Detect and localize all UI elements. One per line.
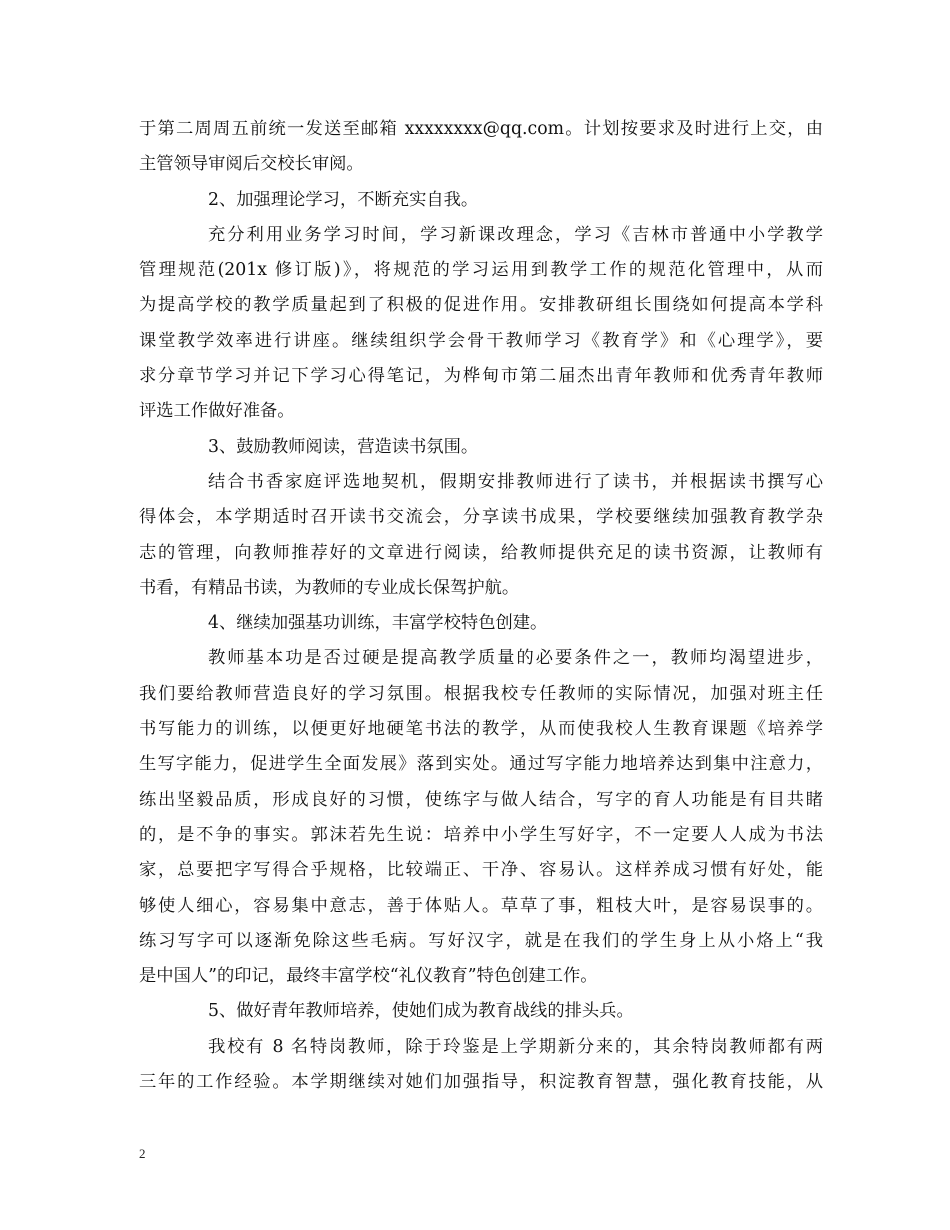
text-line: 家，总要把字写得合乎规格，比较端正、干净、容易认。这样养成习惯有好处，能 (139, 860, 823, 881)
text-line: 充分利用业务学习时间，学习新课改理念，学习《吉林市普通中小学教学 (208, 224, 823, 245)
page-number: 2 (139, 1146, 146, 1161)
text-line: 教师基本功是否过硬是提高教学质量的必要条件之一，教师均渴望进步， (208, 648, 823, 669)
text-line: 课堂教学效率进行讲座。继续组织学会骨干教师学习《教育学》和《心理学》，要 (139, 330, 823, 351)
text-line: 志的管理，向教师推荐好的文章进行阅读，给教师提供充足的读书资源，让教师有 (139, 542, 823, 563)
text-line: 求分章节学习并记下学习心得笔记，为桦甸市第二届杰出青年教师和优秀青年教师 (139, 366, 823, 387)
text-line: 生写字能力，促进学生全面发展》落到实处。通过写字能力地培养达到集中注意力， (139, 754, 823, 775)
text-line: 书写能力的训练，以便更好地硬笔书法的教学，从而使我校人生教育课题《培养学 (139, 719, 823, 740)
text-line: 的，是不争的事实。郭沫若先生说：培养中小学生写好字，不一定要人人成为书法 (139, 824, 823, 845)
text-line: 我校有 8 名特岗教师，除于玲鉴是上学期新分来的，其余特岗教师都有两 (208, 1036, 823, 1057)
text-line: 书看，有精品书读，为教师的专业成长保驾护航。 (139, 577, 520, 598)
text-line: 得体会，本学期适时召开读书交流会，分享读书成果，学校要继续加强教育教学杂 (139, 507, 823, 528)
text-line: 为提高学校的教学质量起到了积极的促进作用。安排教研组长围绕如何提高本学科 (139, 295, 823, 316)
body-text (139, 112, 823, 1100)
text-line: 评选工作做好准备。 (139, 401, 295, 422)
text-line: 我们要给教师营造良好的学习氛围。根据我校专任教师的实际情况，加强对班主任 (139, 683, 823, 704)
text-line: 练习写字可以逐渐免除这些毛病。写好汉字，就是在我们的学生身上从小烙上“我 (139, 930, 823, 951)
text-line: 三年的工作经验。本学期继续对她们加强指导，积淀教育智慧，强化教育技能，从 (139, 1072, 823, 1093)
text-line: 5、做好青年教师培养，使她们成为教育战线的排头兵。 (208, 1001, 634, 1022)
text-line: 练出坚毅品质，形成良好的习惯，使练字与做人结合，写字的育人功能是有目共睹 (139, 789, 823, 810)
text-line: 4、继续加强基功训练，丰富学校特色创建。 (208, 613, 548, 634)
text-line: 3、鼓励教师阅读，营造读书氛围。 (208, 436, 479, 457)
text-line: 管理规范(201x 修订版)》，将规范的学习运用到教学工作的规范化管理中，从而 (139, 260, 823, 281)
text-line: 是中国人”的印记，最终丰富学校“礼仪教育”特色创建工作。 (139, 966, 598, 987)
text-line: 主管领导审阅后交校长审阅。 (139, 154, 364, 175)
text-line: 2、加强理论学习，不断充实自我。 (208, 189, 479, 210)
text-line: 于第二周周五前统一发送至邮箱 xxxxxxxx@qq.com。计划按要求及时进行上交，由 (139, 119, 823, 139)
text-line: 结合书香家庭评选地契机，假期安排教师进行了读书，并根据读书撰写心 (208, 471, 823, 492)
text-line: 够使人细心，容易集中意志，善于体贴人。草草了事，粗枝大叶，是容易误事的。 (139, 895, 823, 916)
